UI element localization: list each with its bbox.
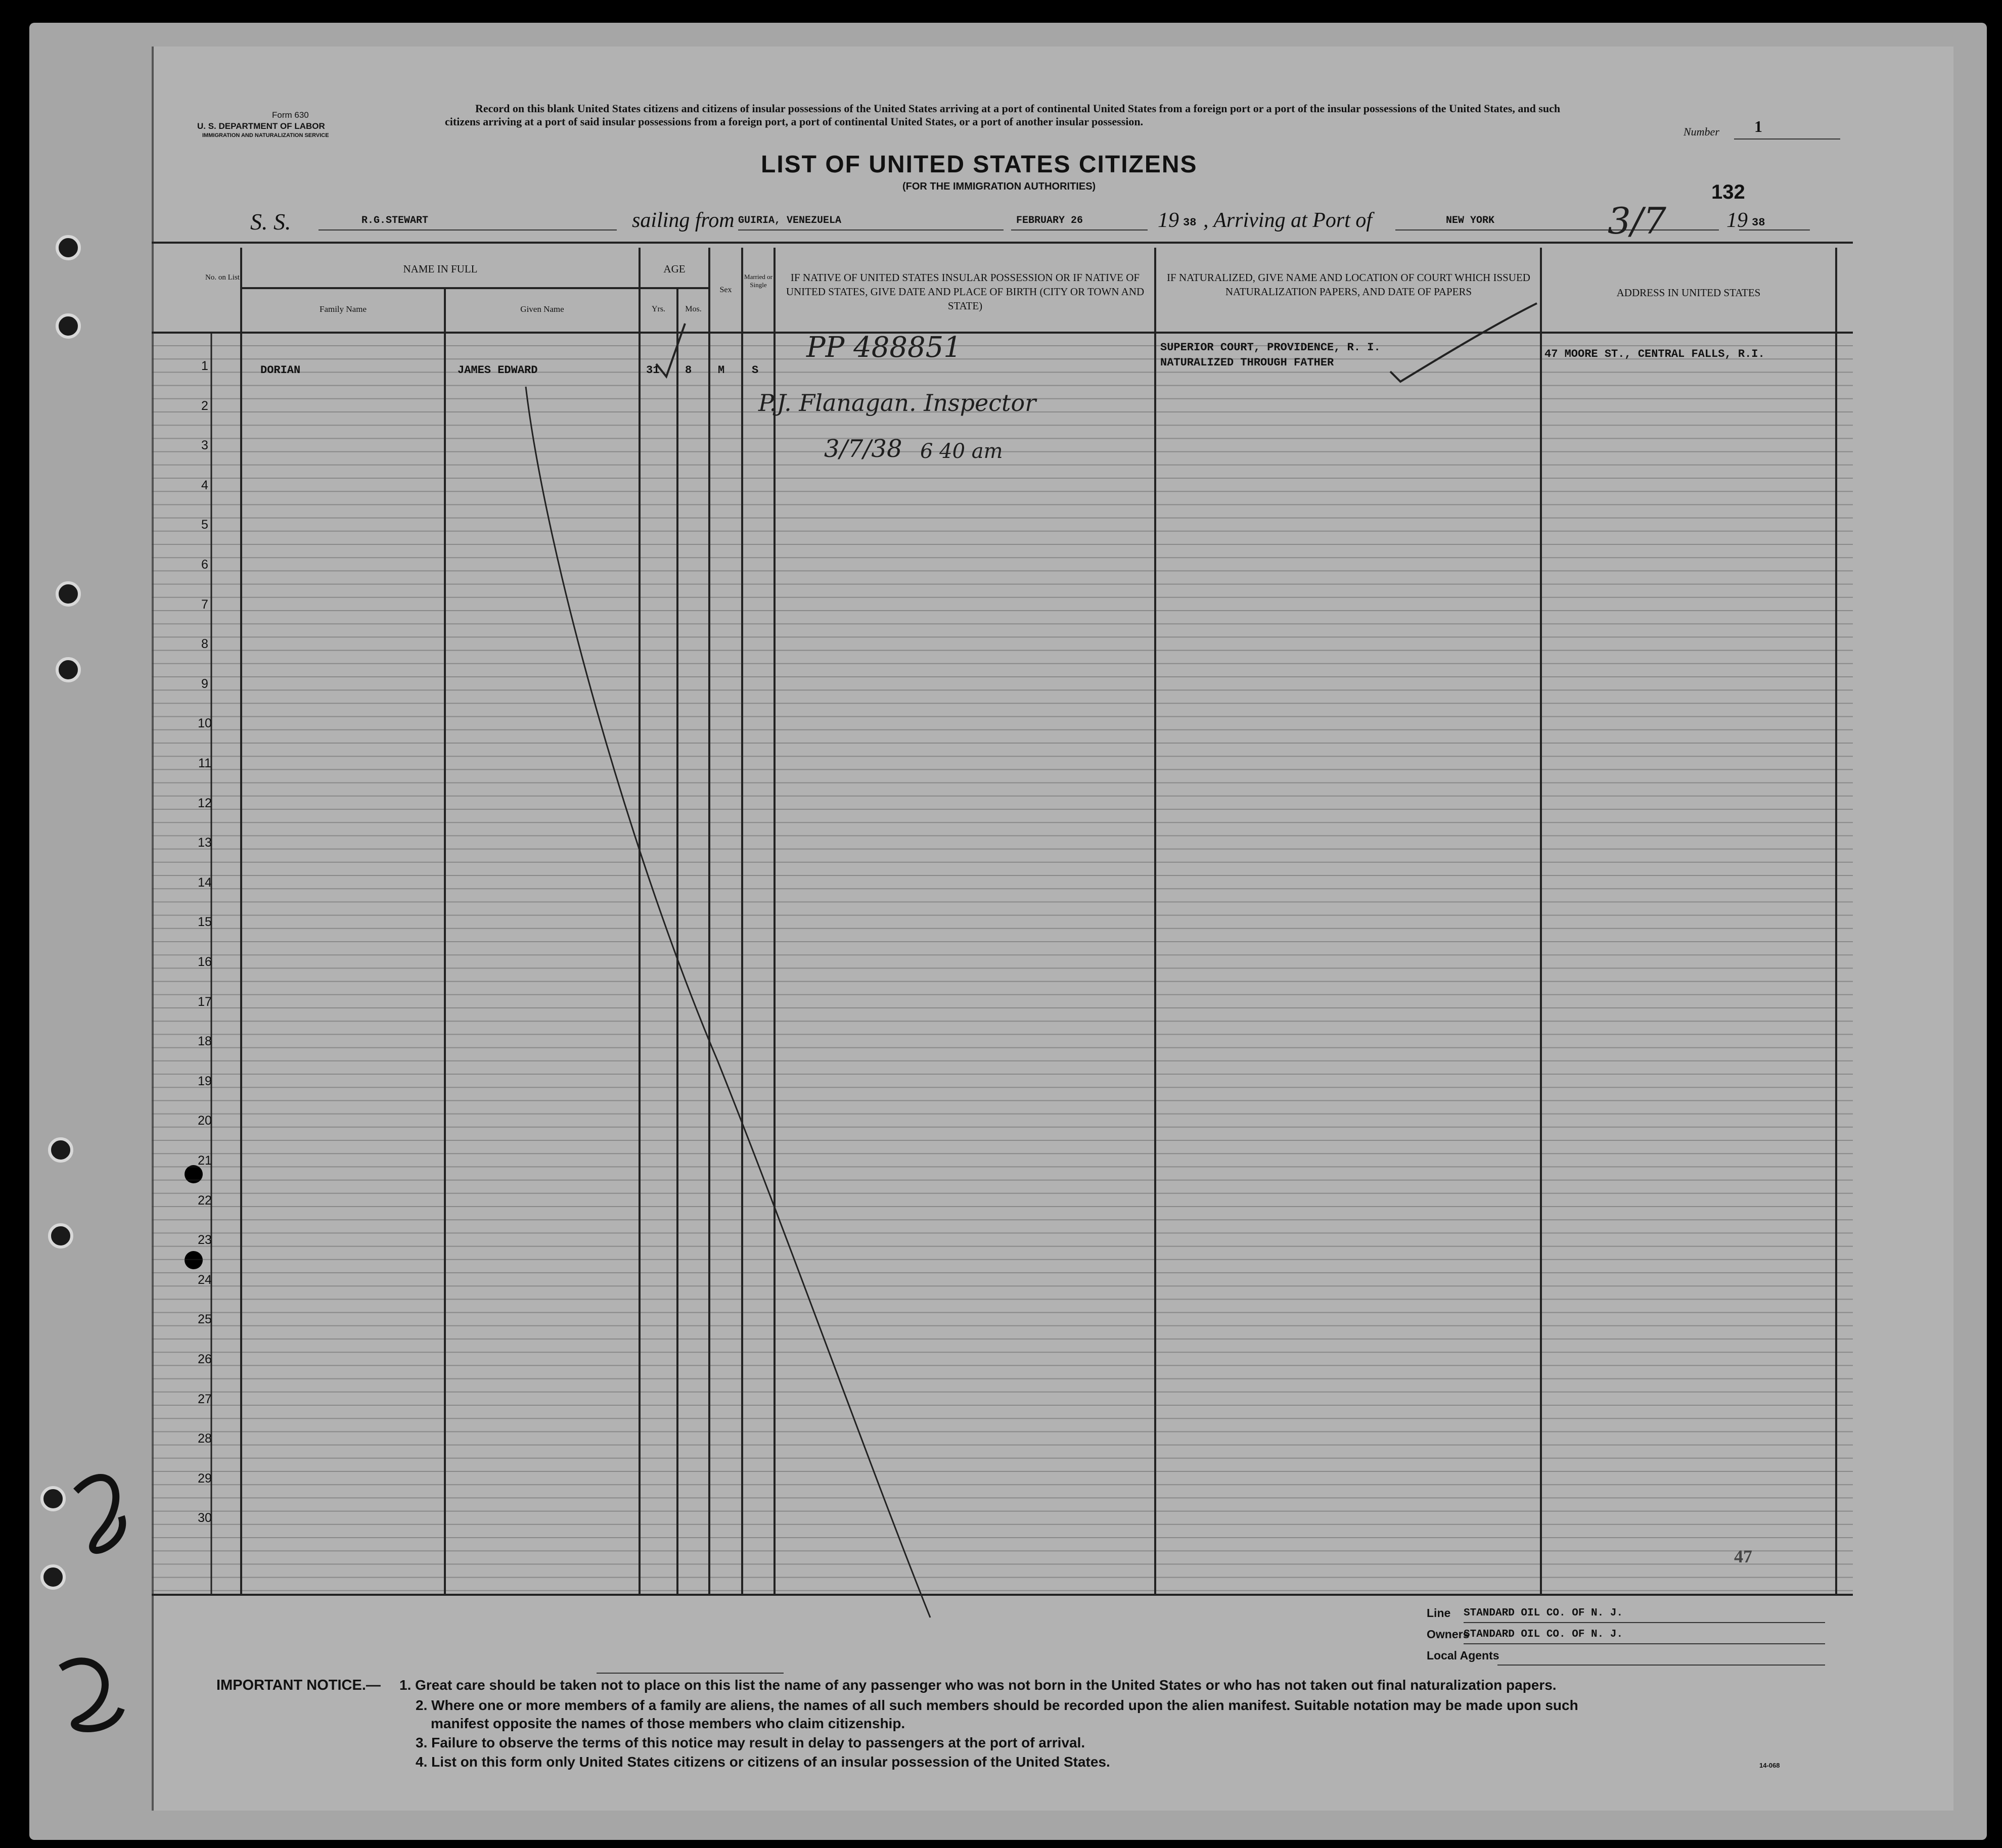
- number-label: Number: [1684, 125, 1719, 138]
- row-number: 12: [198, 796, 212, 810]
- entry-age-years: 31: [646, 364, 660, 377]
- col-name-in-full: NAME IN FULL: [403, 263, 478, 275]
- row-number: 15: [198, 915, 212, 930]
- col-mos: Mos.: [685, 305, 702, 313]
- entry-court: SUPERIOR COURT, PROVIDENCE, R. I.: [1160, 341, 1381, 354]
- row-number: 9: [201, 676, 208, 691]
- year-prefix: 19: [1158, 209, 1179, 232]
- handwritten-inspection-time: 6 40 am: [920, 440, 1003, 463]
- notice-item-1: 1. Great care should be taken not to place on this list the name of any passenger who was not born in the United States or who has not taken out final naturalization papers.: [399, 1677, 1557, 1693]
- row-number: 26: [198, 1352, 212, 1366]
- row-number: 4: [201, 478, 208, 492]
- col-no-on-list: No. on List: [205, 273, 240, 282]
- col-sex: Sex: [719, 286, 732, 294]
- handwritten-inspection-date: 3/7/38: [824, 435, 902, 463]
- notice-item-3: 3. Failure to observe the terms of this notice may result in delay to passengers at the port of arrival.: [416, 1735, 1085, 1750]
- entry-marital-status: S: [752, 364, 759, 377]
- departure-port: GUIRIA, VENEZUELA: [738, 215, 842, 226]
- entry-family-name: DORIAN: [260, 364, 301, 377]
- row-number: 7: [201, 597, 208, 612]
- entry-age-months: 8: [685, 364, 692, 377]
- form-number: Form 630: [272, 110, 309, 120]
- row-number: 13: [198, 836, 212, 850]
- col-native-birth: IF NATIVE OF UNITED STATES INSULAR POSSESSION OR IF NATIVE OF UNITED STATES, GIVE DATE AND PLACE OF BIRTH (CITY OR TOWN AND STATE): [786, 271, 1145, 312]
- notice-item-4: 4. List on this form only United States citizens or citizens of an insular possession of the United States.: [416, 1754, 1110, 1770]
- ship-name: R.G.STEWART: [361, 215, 429, 226]
- row-number: 19: [198, 1074, 212, 1088]
- row-number: 27: [198, 1392, 212, 1406]
- row-number: 8: [201, 637, 208, 652]
- form-code: 14-068: [1759, 1762, 1780, 1769]
- row-number: 22: [198, 1193, 212, 1208]
- row-number: 23: [198, 1233, 212, 1248]
- row-number: 1: [201, 359, 208, 373]
- ss-label: S. S.: [250, 209, 291, 235]
- row-number: 21: [198, 1153, 212, 1168]
- row-number: 30: [198, 1511, 212, 1526]
- handwritten-passport-number: PP 488851: [806, 331, 962, 364]
- col-given-name: Given Name: [520, 304, 564, 314]
- row-number: 6: [201, 558, 208, 572]
- departure-date: FEBRUARY 26: [1016, 215, 1083, 226]
- row-number: 2: [201, 398, 208, 413]
- line-value: STANDARD OIL CO. OF N. J.: [1464, 1607, 1623, 1619]
- row-number: 3: [201, 438, 208, 453]
- form-instructions: Record on this blank United States citizens and citizens of insular possessions of the United States arriving at a port of continental United States from a foreign port or a port of the insular possessions of the United States, and such citizens arriving at a port of said insular possessions from a foreign port, a port of continental United States, or a port of another insular possession.: [445, 102, 1561, 128]
- service-name: IMMIGRATION AND NATURALIZATION SERVICE: [202, 132, 329, 138]
- col-naturalized: IF NATURALIZED, GIVE NAME AND LOCATION OF COURT WHICH ISSUED NATURALIZATION PAPERS, AND DATE OF PAPERS: [1167, 271, 1530, 298]
- arrival-port: NEW YORK: [1446, 215, 1495, 226]
- entry-naturalization-note: NATURALIZED THROUGH FATHER: [1160, 356, 1334, 369]
- col-family-name: Family Name: [319, 304, 367, 314]
- row-number: 5: [201, 518, 208, 532]
- col-address: ADDRESS IN UNITED STATES: [1616, 287, 1761, 299]
- stamp-number: 132: [1711, 181, 1745, 203]
- row-number: 25: [198, 1312, 212, 1327]
- row-number: 11: [198, 756, 211, 770]
- row-number: 10: [198, 716, 212, 731]
- row-number: 18: [198, 1034, 212, 1049]
- arriving-label: , Arriving at Port of: [1203, 209, 1373, 232]
- notice-heading: IMPORTANT NOTICE.—: [216, 1677, 381, 1693]
- page-number: 47: [1734, 1546, 1752, 1566]
- entry-address: 47 MOORE ST., CENTRAL FALLS, R.I.: [1544, 348, 1765, 360]
- handwritten-inspector-signature: P.J. Flanagan. Inspector: [758, 389, 1036, 417]
- row-number: 29: [198, 1471, 212, 1486]
- row-number: 14: [198, 875, 212, 890]
- departure-year: 38: [1183, 216, 1197, 229]
- page-title: LIST OF UNITED STATES CITIZENS: [761, 151, 1198, 178]
- col-yrs: Yrs.: [651, 305, 666, 313]
- notice-item-2-continued: manifest opposite the names of those members who claim citizenship.: [431, 1716, 905, 1731]
- row-number: 17: [198, 994, 212, 1009]
- arrival-date: 3/7: [1608, 200, 1666, 242]
- row-number: 16: [198, 955, 212, 969]
- row-number: 24: [198, 1272, 212, 1287]
- col-age: AGE: [663, 263, 686, 275]
- notice-item-2: 2. Where one or more members of a family are aliens, the names of all such members should be recorded upon the alien manifest. Suitable notation may be made upon such: [416, 1697, 1578, 1713]
- col-married-single: Married or Single: [744, 273, 772, 289]
- local-agents-label: Local Agents: [1427, 1649, 1499, 1662]
- entry-sex: M: [718, 364, 725, 377]
- row-number: 28: [198, 1431, 212, 1446]
- department-name: U. S. DEPARTMENT OF LABOR: [197, 121, 325, 131]
- arrival-year: 38: [1752, 216, 1765, 229]
- arrival-year-prefix: 19: [1726, 209, 1748, 232]
- row-number: 20: [198, 1114, 212, 1128]
- line-label: Line: [1427, 1606, 1451, 1620]
- number-value: 1: [1754, 117, 1762, 135]
- owners-value: STANDARD OIL CO. OF N. J.: [1464, 1629, 1623, 1640]
- sailing-label: sailing from: [632, 209, 735, 232]
- page-subtitle: (FOR THE IMMIGRATION AUTHORITIES): [902, 181, 1096, 192]
- owners-label: Owners: [1427, 1628, 1470, 1641]
- entry-given-name: JAMES EDWARD: [458, 364, 538, 377]
